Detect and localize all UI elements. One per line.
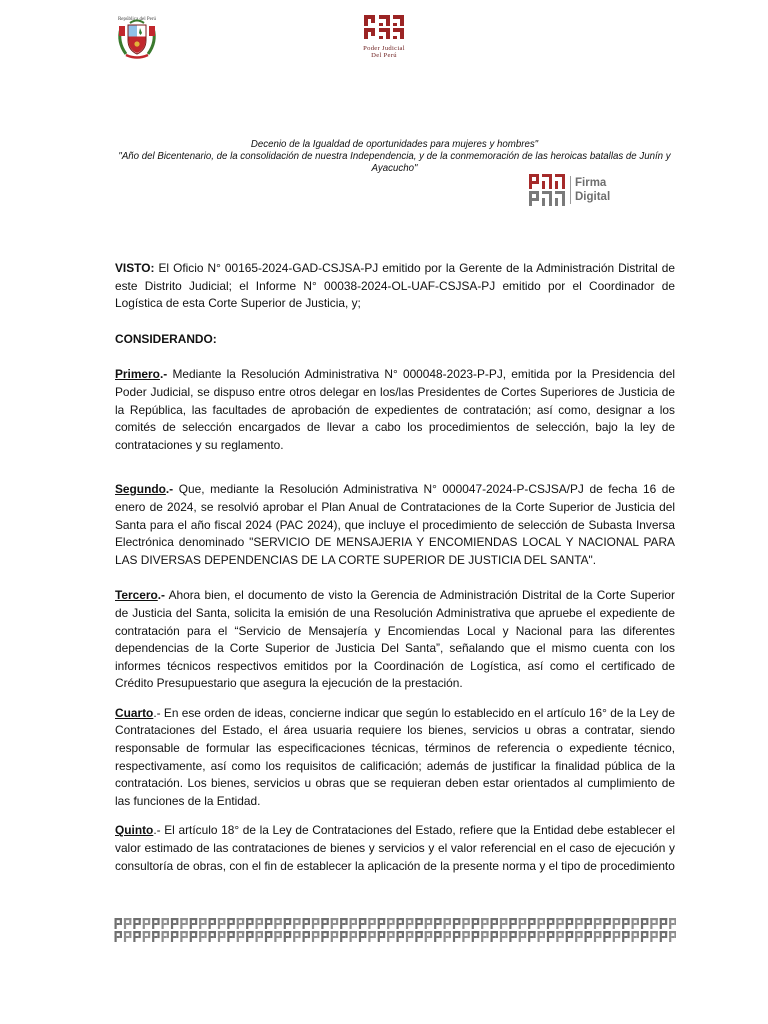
digital-signature-badge[interactable] (528, 173, 628, 209)
considerando-label: CONSIDERANDO: (115, 331, 217, 346)
pj-pattern-band-icon (114, 917, 676, 943)
segundo-text: Que, mediante la Resolución Administrativa N° 000047-2024-P-CSJSA/PJ de fecha 16 de enero de 2024, se resolvió aprobar el Plan Anual de Contrataciones de la Corte Superior de Justicia del Santa para el año fiscal 2024 (PAC 2024), que incluye el procedimiento de selección de Subasta Inversa Electrónica denominado "SERVICIO DE MENSAJERIA Y ENCOMIENDAS LOCAL Y NACIONAL PARA LAS DIVERSAS DEPENDENCIAS DE LA CORTE SUPERIOR DE JUSTICIA DEL SANTA". (115, 482, 675, 567)
visto-paragraph (115, 260, 675, 313)
cuarto-label: Cuarto (115, 705, 154, 720)
footer-decorative-band (114, 917, 676, 943)
quinto-label: Quinto (115, 823, 154, 838)
motto-line-2: "Año del Bicentenario, de la consolidación de nuestra Independencia, y de la conmemoración de las heroicas batallas de Junín y (118, 151, 671, 162)
header-motto (112, 139, 677, 175)
signature-label (570, 176, 610, 204)
institution-name-line1: Poder Judicial (363, 45, 405, 52)
signature-label-line2: Digital (575, 191, 611, 203)
motto-line-3: Ayacucho" (371, 163, 418, 174)
visto-label: VISTO: (115, 261, 155, 275)
tercero-paragraph (115, 587, 675, 693)
quinto-paragraph (115, 822, 675, 875)
tercero-separator: .- (157, 588, 166, 603)
signature-mark-icon (528, 173, 566, 207)
segundo-separator: .- (165, 482, 174, 497)
quinto-separator: .- (153, 823, 161, 838)
motto-line-1: Decenio de la Igualdad de oportunidades para mujeres y hombres" (250, 139, 539, 150)
primero-label: Primero (115, 367, 160, 382)
considerando-heading (115, 331, 675, 349)
cuarto-text: En ese orden de ideas, concierne indicar que según lo establecido en el artículo 16° de la Ley de Contrataciones del Estado, el área usuaria requiere los bienes, servicios u obras a contratar, siendo responsable de formular las especificaciones técnicas, términos de referencia o expediente técnico, respectivamente, así como los requisitos de calificación; además de justificar la finalidad pública de la contratación. Los bienes, servicios u obras que se requieran deben estar orientados al cumplimiento de las funciones de la Entidad. (115, 705, 676, 808)
national-crest-logo (112, 14, 162, 60)
poder-judicial-logo (354, 14, 414, 60)
signature-label-line1: Firma (575, 177, 607, 189)
svg-text:República del Perú: República del Perú (117, 17, 157, 22)
tercero-text: Ahora bien, el documento de visto la Gerencia de Administración Distrital de la Corte Superior de Justicia del Santa, solicita la emisión de una Resolución Administrativa que apruebe el expediente de contratación para el “Servicio de Mensajería y Encomiendas Local y Nacional para las diferentes dependencias de la Corte Superior de Justicia Del Santa”, señalando que el mismo cuenta con los informes técnicos respectivos emitidos por la Coordinación de Logística, así como el certificado de Crédito Presupuestario que asegura la ejecución de la prestación. (115, 588, 675, 691)
segundo-paragraph (115, 481, 675, 569)
cuarto-paragraph (115, 705, 675, 811)
cuarto-separator: .- (153, 705, 161, 720)
pj-mark-icon (361, 14, 407, 40)
visto-text: El Oficio N° 00165-2024-GAD-CSJSA-PJ emitido por la Gerente de la Administración Distrital de este Distrito Judicial; el Informe N° 00038-2024-OL-UAF-CSJSA-PJ emitido por el Coordinador de Logística de esta Corte Superior de Justicia, y; (115, 261, 675, 311)
primero-paragraph (115, 366, 675, 454)
institution-name-line2: Del Perú (371, 52, 397, 59)
segundo-label: Segundo (115, 482, 166, 497)
resolution-body (115, 260, 675, 875)
primero-separator: .- (159, 367, 168, 382)
quinto-text: El artículo 18° de la Ley de Contrataciones del Estado, refiere que la Entidad debe establecer el valor estimado de las contrataciones de bienes y servicios y el valor referencial en el caso de ejecución y consultoría de obras, con el fin de establecer la aplicación de la presente norma y el tipo de procedimiento (115, 823, 675, 873)
tercero-label: Tercero (115, 588, 158, 603)
primero-text: Mediante la Resolución Administrativa N° 000048-2023-P-PJ, emitida por la Presidencia del Poder Judicial, se dispuso entre otros delegar en los/las Presidentes de Cortes Superiores de Justicia de la República, las facultades de aprobación de expedientes de contratación; así como, designar a los comités de selección encargados de llevar a cabo los procedimientos de selección, bajo la ley de contrataciones y su reglamento. (115, 367, 675, 452)
